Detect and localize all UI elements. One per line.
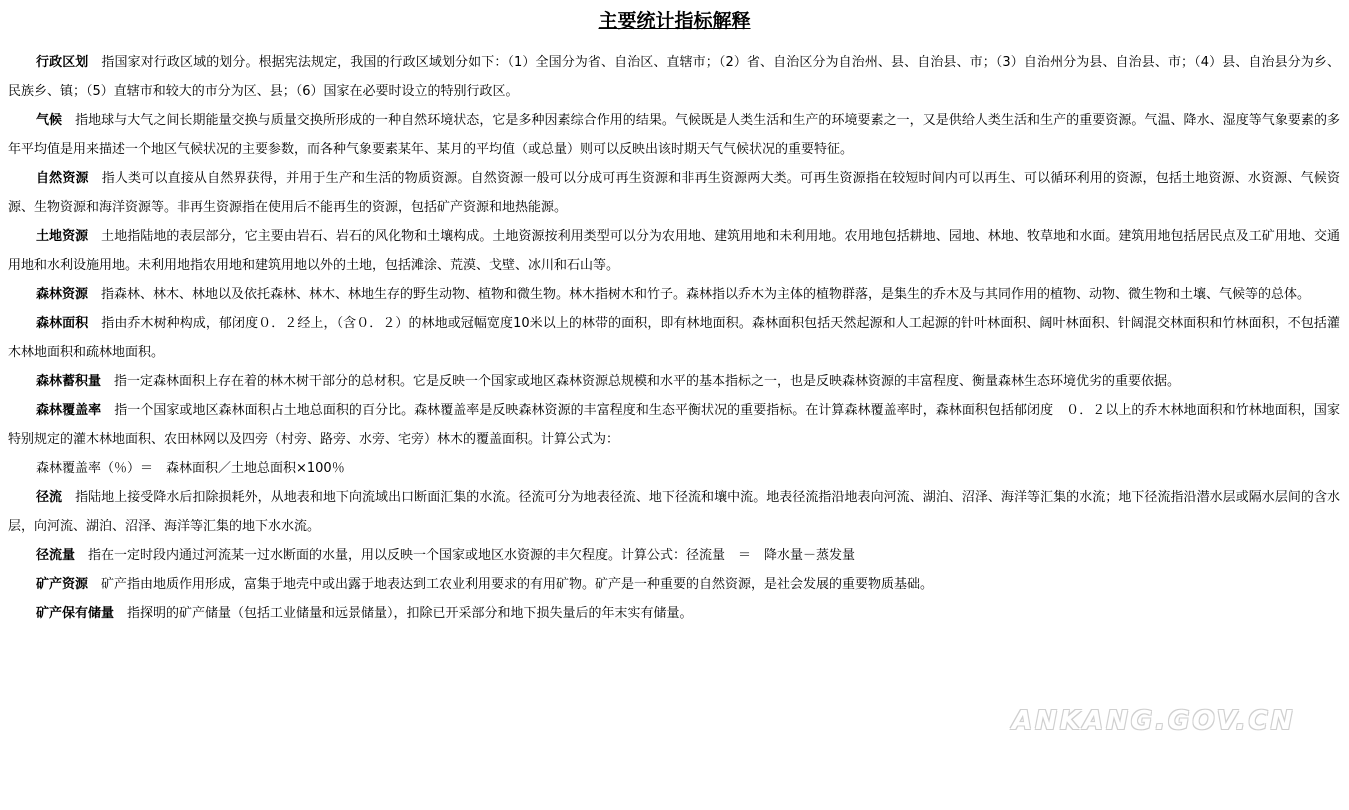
definition-entry: [8, 483, 1340, 541]
definition-term: 矿产保有储量: [36, 606, 115, 621]
definition-term: 径流量: [36, 548, 76, 563]
definition-term: 矿产资源: [36, 577, 89, 592]
definition-term: 径流: [36, 490, 63, 505]
definition-entry: [8, 309, 1340, 367]
site-watermark: ANKANG.GOV.CN: [1012, 706, 1296, 736]
formula-text: 森林覆盖率（％）＝ 森林面积／土地总面积×100％: [36, 461, 345, 476]
definition-entry: [8, 396, 1340, 454]
definition-text: 指探明的矿产储量（包括工业储量和远景储量），扣除已开采部分和地下损失量后的年末实有储量。: [127, 606, 693, 621]
definition-term: 森林资源: [36, 287, 89, 302]
definition-term: 自然资源: [36, 171, 89, 186]
definition-text: 指人类可以直接从自然界获得，并用于生产和生活的物质资源。自然资源一般可以分成可再生资源和非再生资源两大类。可再生资源指在较短时间内可以再生、可以循环利用的资源，包括土地资源、水资源、气候资源、生物资源和海洋资源等。非再生资源指在使用后不能再生的资源，包括矿产资源和地热能源。: [8, 171, 1340, 215]
definition-entry: [8, 367, 1340, 396]
definition-term: 气候: [36, 113, 63, 128]
formula-line: [8, 454, 1340, 483]
definition-entry: [8, 541, 1340, 570]
definition-term: 森林覆盖率: [36, 403, 102, 418]
definition-text: 指陆地上接受降水后扣除损耗外，从地表和地下向流域出口断面汇集的水流。径流可分为地表径流、地下径流和壤中流。地表径流指沿地表向河流、湖泊、沼泽、海洋等汇集的水流；地下径流指沿潜水层或隔水层间的含水层，向河流、湖泊、沼泽、海洋等汇集的地下水水流。: [8, 490, 1340, 534]
definition-entry: [8, 280, 1340, 309]
definitions-list: [8, 48, 1340, 628]
definition-text: 指国家对行政区域的划分。根据宪法规定，我国的行政区域划分如下：（1）全国分为省、自治区、直辖市；（2）省、自治区分为自治州、县、自治县、市；（3）自治州分为县、自治县、市；（4）县、自治县分为乡、民族乡、镇；（5）直辖市和较大的市分为区、县；（6）国家在必要时设立的特别行政区。: [8, 55, 1340, 99]
page-title: 主要统计指标解释: [598, 10, 751, 32]
definition-entry: [8, 164, 1340, 222]
definition-text: 矿产指由地质作用形成，富集于地壳中或出露于地表达到工农业利用要求的有用矿物。矿产是一种重要的自然资源，是社会发展的重要物质基础。: [101, 577, 934, 592]
definition-text: 指地球与大气之间长期能量交换与质量交换所形成的一种自然环境状态，它是多种因素综合作用的结果。气候既是人类生活和生产的环境要素之一，又是供给人类生活和生产的重要资源。气温、降水、湿度等气象要素的多年平均值是用来描述一个地区气候状况的主要参数，而各种气象要素某年、某月的平均值（或总量）则可以反映出该时期天气气候状况的重要特征。: [8, 113, 1340, 157]
definition-text: 指一个国家或地区森林面积占土地总面积的百分比。森林覆盖率是反映森林资源的丰富程度和生态平衡状况的重要指标。在计算森林覆盖率时，森林面积包括郁闭度 ０．２以上的乔木林地面积和竹林地面积，国家特别规定的灌木林地面积、农田林网以及四旁（村旁、路旁、水旁、宅旁）林木的覆盖面积。计算公式为：: [8, 403, 1340, 447]
definition-text: 指由乔木树种构成，郁闭度０．２经上，（含０．２）的林地或冠幅宽度10米以上的林带的面积，即有林地面积。森林面积包括天然起源和人工起源的针叶林面积、阔叶林面积、针阔混交林面积和竹林面积，不包括灌木林地面积和疏林地面积。: [8, 316, 1340, 360]
definition-entry: [8, 106, 1340, 164]
definition-text: 指一定森林面积上存在着的林木树干部分的总材积。它是反映一个国家或地区森林资源总规模和水平的基本指标之一，也是反映森林资源的丰富程度、衡量森林生态环境优劣的重要依据。: [114, 374, 1181, 389]
definition-entry: [8, 599, 1340, 628]
definition-term: 行政区划: [36, 55, 89, 70]
definition-text: 指森林、林木、林地以及依托森林、林木、林地生存的野生动物、植物和微生物。林木指树木和竹子。森林指以乔木为主体的植物群落，是集生的乔木及与其同作用的植物、动物、微生物和土壤、气候等的总体。: [101, 287, 1311, 302]
definition-term: 森林蓄积量: [36, 374, 102, 389]
definition-entry: [8, 48, 1340, 106]
definition-term: 土地资源: [36, 229, 89, 244]
definition-term: 森林面积: [36, 316, 89, 331]
definition-entry: [8, 570, 1340, 599]
definition-entry: [8, 222, 1340, 280]
definition-text: 土地指陆地的表层部分，它主要由岩石、岩石的风化物和土壤构成。土地资源按利用类型可以分为农用地、建筑用地和未利用地。农用地包括耕地、园地、林地、牧草地和水面。建筑用地包括居民点及工矿用地、交通用地和水利设施用地。未利用地指农用地和建筑用地以外的土地，包括滩涂、荒漠、戈壁、冰川和石山等。: [8, 229, 1340, 273]
definition-text: 指在一定时段内通过河流某一过水断面的水量，用以反映一个国家或地区水资源的丰欠程度。计算公式：径流量 ＝ 降水量－蒸发量: [88, 548, 856, 563]
